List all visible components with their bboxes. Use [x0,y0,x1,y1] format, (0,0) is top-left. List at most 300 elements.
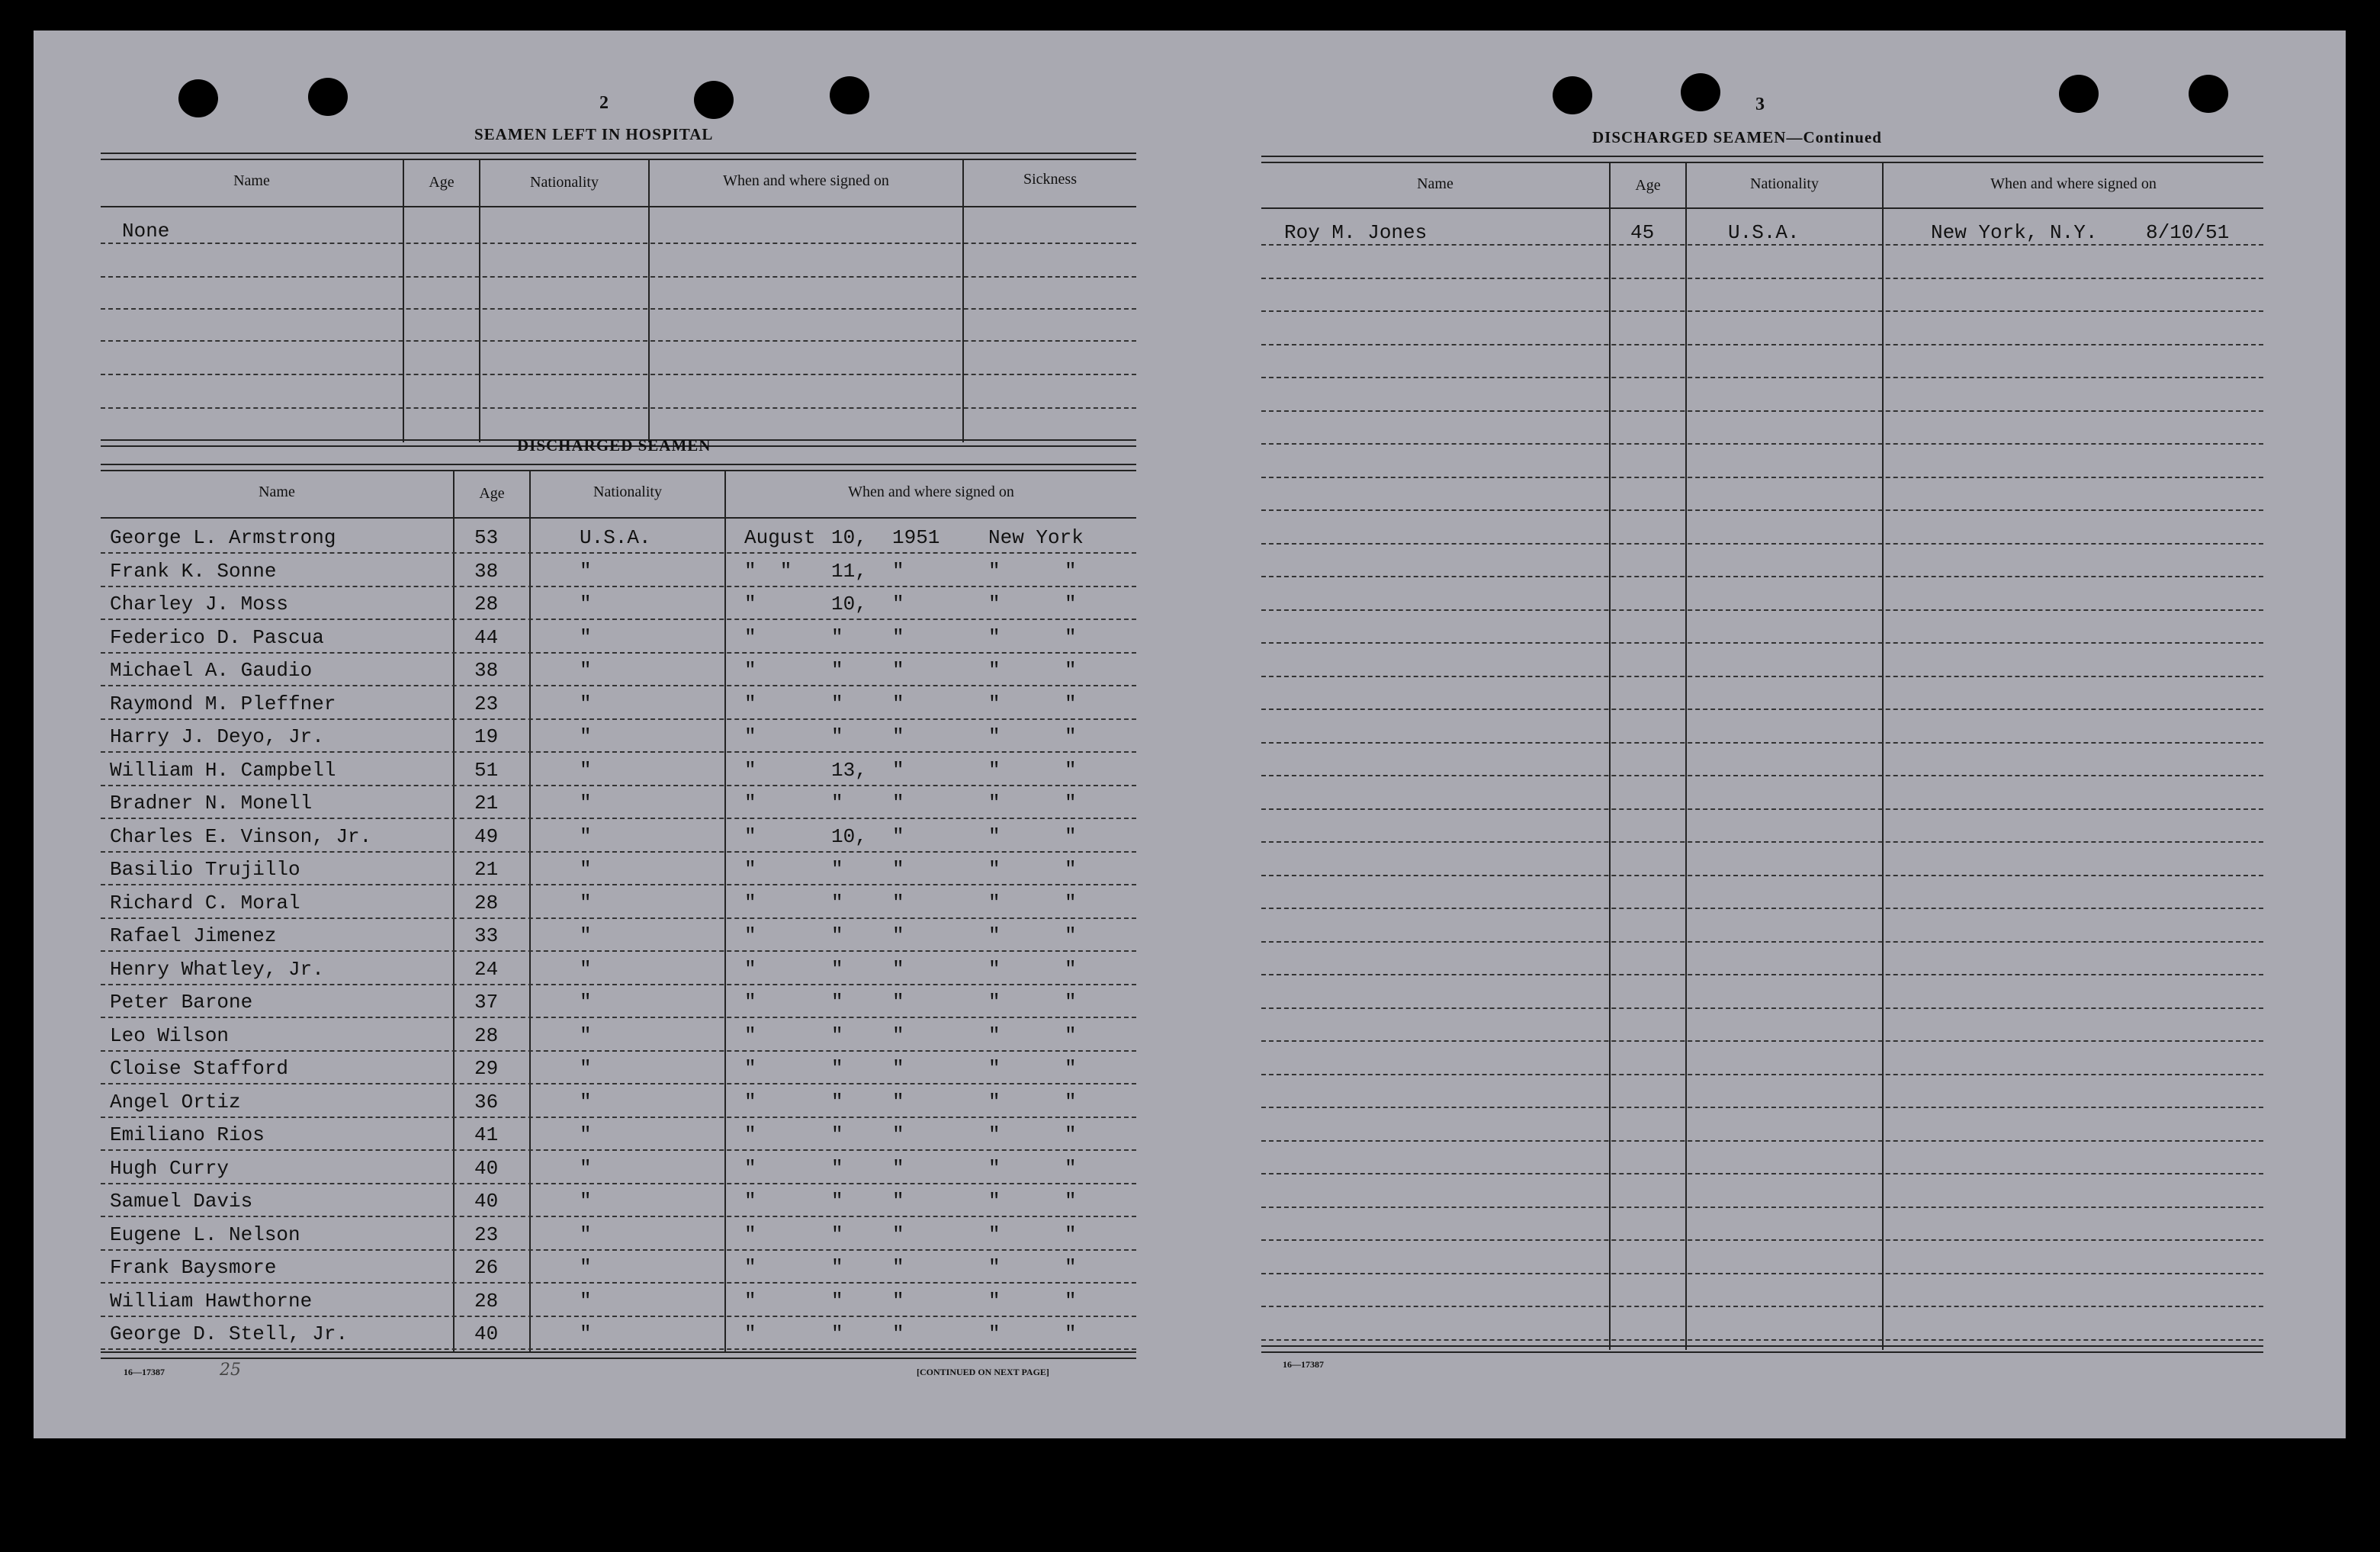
ruled-line [101,1117,1136,1118]
ruled-line [101,374,1136,375]
signed-day: " [831,1023,843,1047]
ruled-line [1261,410,2263,412]
seaman-age: 28 [474,1023,499,1047]
ruled-line [101,652,1136,654]
signed-month: " [744,1256,756,1279]
discharged-header-age: Age [479,485,505,502]
signed-year: " [892,891,904,914]
signed-month: " " [744,559,792,583]
ruled-line [1261,1207,2263,1208]
punch-hole [308,78,348,116]
seaman-age: 26 [474,1256,499,1279]
ruled-line [1261,344,2263,345]
ruled-line [101,685,1136,686]
column-divider [529,470,531,1353]
column-divider [479,159,480,442]
ruled-line [1261,609,2263,611]
seaman-name: William Hawthorne [110,1289,313,1313]
signed-month: " [744,659,756,682]
seaman-age: 38 [474,559,499,583]
right-row-place: New York, N.Y. [1931,221,2098,244]
signed-place: " [988,1190,1000,1213]
page-number-right: 3 [1755,95,1765,114]
ruled-line [1261,1339,2263,1341]
signed-day: " [831,625,843,649]
signed-place-2: " [1065,659,1077,682]
seaman-nationality: " [580,991,592,1014]
right-row-name: Roy M. Jones [1284,221,1428,244]
signed-place: " [988,1057,1000,1080]
seaman-nationality: " [580,559,592,583]
seaman-nationality: " [580,858,592,881]
signed-month: " [744,891,756,914]
signed-month: " [744,1190,756,1213]
signed-place-2: " [1065,924,1077,947]
seaman-age: 24 [474,957,499,981]
signed-place-2: " [1065,991,1077,1014]
ruled-line [101,1249,1136,1251]
seaman-age: 19 [474,725,499,748]
signed-month: " [744,1090,756,1113]
signed-year: " [892,625,904,649]
signed-place: " [988,792,1000,815]
signed-month: " [744,1322,756,1345]
column-divider [453,470,454,1353]
ruled-line [101,718,1136,720]
seaman-nationality: " [580,659,592,682]
signed-place-2: " [1065,1289,1077,1313]
seaman-nationality: " [580,957,592,981]
signed-year: " [892,692,904,715]
column-divider [648,159,650,442]
signed-year: " [892,659,904,682]
ruled-line [101,308,1136,310]
signed-year: " [892,593,904,615]
signed-place-2: " [1065,1190,1077,1213]
seaman-nationality: " [580,891,592,914]
ruled-line [101,884,1136,885]
signed-year: " [892,758,904,782]
signed-month: " [744,692,756,715]
seaman-nationality: " [580,1156,592,1180]
ruled-line [1261,1239,2263,1241]
signed-place: New York [988,526,1084,549]
signed-place-2: " [1065,625,1077,649]
signed-place-2: " [1065,891,1077,914]
signed-month: " [744,593,756,615]
right-row-date: 8/10/51 [2146,221,2230,244]
signed-year: " [892,1090,904,1113]
signed-place: " [988,725,1000,748]
seaman-nationality: " [580,924,592,947]
ruled-line [101,851,1136,853]
ruled-line [1261,841,2263,843]
signed-place: " [988,559,1000,583]
hospital-header-sickness: Sickness [1023,171,1077,188]
form-number-left: 16—17387 [124,1367,165,1377]
signed-place: " [988,858,1000,881]
table-rule [1261,207,2263,209]
seaman-age: 23 [474,692,499,715]
signed-month: " [744,991,756,1014]
ruled-line [101,1216,1136,1217]
ruled-line [1261,377,2263,378]
ruled-line [1261,509,2263,511]
ruled-line [101,917,1136,919]
seaman-nationality: " [580,824,592,848]
signed-place: " [988,1256,1000,1279]
seaman-nationality: " [580,1223,592,1246]
signed-day: " [831,924,843,947]
seaman-age: 40 [474,1322,499,1345]
ruled-line [101,818,1136,819]
ruled-line [101,586,1136,587]
seaman-nationality: " [580,1057,592,1080]
signed-day: " [831,725,843,748]
seaman-nationality: " [580,1322,592,1345]
hospital-header-name: Name [233,172,270,189]
seaman-age: 40 [474,1156,499,1180]
seaman-age: 36 [474,1090,499,1113]
seaman-nationality: " [580,593,592,615]
signed-year: " [892,1057,904,1080]
right-header-nationality: Nationality [1750,175,1819,192]
signed-place: " [988,991,1000,1014]
signed-place-2: " [1065,1057,1077,1080]
hospital-header-age: Age [429,174,454,191]
seaman-name: Emiliano Rios [110,1123,265,1146]
signed-day: " [831,957,843,981]
ruled-line [1261,808,2263,810]
seaman-name: Hugh Curry [110,1156,230,1180]
seaman-name: Cloise Stafford [110,1057,289,1080]
ruled-line [1261,709,2263,710]
page-number-left: 2 [599,93,609,113]
seaman-nationality: " [580,625,592,649]
signed-year: " [892,1223,904,1246]
ruled-line [101,950,1136,952]
signed-year: " [892,991,904,1014]
handwritten-mark: 25 [220,1361,241,1380]
signed-day: " [831,1057,843,1080]
punch-hole [2059,75,2099,113]
ruled-line [1261,543,2263,545]
ruled-line [1261,310,2263,312]
ruled-line [1261,477,2263,478]
signed-place: " [988,1322,1000,1345]
seaman-nationality: " [580,1023,592,1047]
signed-place: " [988,1090,1000,1113]
form-number-right: 16—17387 [1283,1359,1324,1370]
signed-place-2: " [1065,758,1077,782]
signed-year: " [892,924,904,947]
seaman-nationality: " [580,1289,592,1313]
signed-month: " [744,1123,756,1146]
ruled-line [101,751,1136,753]
signed-place: " [988,659,1000,682]
signed-year: " [892,1156,904,1180]
seaman-nationality: " [580,792,592,815]
column-divider [1609,162,1611,1350]
table-rule [101,1351,1136,1359]
signed-year: " [892,1023,904,1047]
right-row-nationality: U.S.A. [1728,221,1800,244]
discharged-header-nationality: Nationality [593,484,662,500]
table-rule [101,206,1136,207]
ruled-line [101,1149,1136,1151]
seaman-name: Samuel Davis [110,1190,253,1213]
signed-day: 10, [831,824,867,848]
seaman-age: 21 [474,792,499,815]
punch-hole [694,81,734,119]
signed-day: " [831,1190,843,1213]
punch-hole [830,76,869,114]
seaman-age: 28 [474,891,499,914]
continued-note: [CONTINUED ON NEXT PAGE] [917,1367,1049,1377]
ruled-line [101,1348,1136,1350]
ruled-line [1261,244,2263,246]
signed-year: " [892,1190,904,1213]
signed-month: " [744,1156,756,1180]
seaman-age: 28 [474,593,499,615]
ruled-line [1261,642,2263,644]
signed-place: " [988,758,1000,782]
ruled-line [101,1083,1136,1084]
signed-year: " [892,1256,904,1279]
signed-day: 11, [831,559,867,583]
hospital-header-nationality: Nationality [530,174,599,191]
ruled-line [1261,1040,2263,1042]
hospital-entry: None [122,220,170,243]
signed-month: " [744,1223,756,1246]
signed-place-2: " [1065,725,1077,748]
hospital-header-signed-on: When and where signed on [723,172,889,189]
ruled-line [101,243,1136,244]
table-rule [1261,156,2263,163]
seaman-name: George L. Armstrong [110,526,336,549]
punch-hole [2189,75,2228,113]
seaman-name: Peter Barone [110,991,253,1014]
column-divider [1882,162,1884,1350]
ruled-line [101,1282,1136,1284]
signed-month: " [744,858,756,881]
seaman-age: 51 [474,758,499,782]
ruled-line [1261,1107,2263,1108]
right-row-age: 45 [1630,221,1655,244]
signed-day: " [831,1123,843,1146]
signed-place: " [988,1156,1000,1180]
table-rule [101,517,1136,519]
seaman-nationality: " [580,1090,592,1113]
signed-day: " [831,1090,843,1113]
signed-place: " [988,593,1000,615]
seaman-name: Bradner N. Monell [110,792,313,815]
signed-place: " [988,891,1000,914]
signed-day: " [831,1256,843,1279]
discharged-header-signed-on: When and where signed on [848,484,1014,500]
signed-place-2: " [1065,1322,1077,1345]
seaman-age: 49 [474,824,499,848]
signed-place-2: " [1065,824,1077,848]
seaman-name: Harry J. Deyo, Jr. [110,725,324,748]
seaman-name: Michael A. Gaudio [110,659,313,682]
document-sheet [34,31,2346,1438]
signed-place-2: " [1065,858,1077,881]
ruled-line [101,619,1136,620]
signed-place: " [988,824,1000,848]
signed-place: " [988,1123,1000,1146]
seaman-age: 21 [474,858,499,881]
ruled-line [101,340,1136,342]
right-header-signed-on: When and where signed on [1990,175,2157,192]
table-rule [101,464,1136,471]
seaman-name: Henry Whatley, Jr. [110,957,324,981]
seaman-age: 53 [474,526,499,549]
ruled-line [1261,775,2263,776]
signed-day: " [831,991,843,1014]
signed-month: " [744,1023,756,1047]
ruled-line [101,1183,1136,1184]
seaman-age: 28 [474,1289,499,1313]
signed-month: " [744,758,756,782]
signed-month: August [744,526,816,549]
discharged-title: DISCHARGED SEAMEN [517,436,711,455]
signed-place-2: " [1065,1223,1077,1246]
signed-month: " [744,625,756,649]
ruled-line [1261,1007,2263,1009]
signed-place: " [988,924,1000,947]
seaman-name: Charles E. Vinson, Jr. [110,824,372,848]
signed-month: " [744,1289,756,1313]
signed-month: " [744,725,756,748]
ruled-line [1261,676,2263,677]
seaman-name: Frank K. Sonne [110,559,277,583]
ruled-line [101,276,1136,278]
signed-year: " [892,1123,904,1146]
ruled-line [1261,908,2263,909]
ruled-line [1261,1074,2263,1075]
ruled-line [1261,1173,2263,1174]
signed-year: " [892,559,904,583]
ruled-line [101,407,1136,409]
seaman-nationality: " [580,1190,592,1213]
signed-year: 1951 [892,526,940,549]
ruled-line [101,1316,1136,1317]
punch-hole [1553,76,1592,114]
signed-year: " [892,792,904,815]
ruled-line [1261,875,2263,876]
signed-place: " [988,625,1000,649]
seaman-nationality: " [580,1123,592,1146]
seaman-name: Richard C. Moral [110,891,300,914]
signed-place-2: " [1065,792,1077,815]
signed-place-2: " [1065,692,1077,715]
seaman-age: 40 [474,1190,499,1213]
signed-day: " [831,659,843,682]
seaman-nationality: " [580,692,592,715]
signed-month: " [744,824,756,848]
column-divider [1685,162,1687,1350]
seaman-name: Raymond M. Pleffner [110,692,336,715]
seaman-age: 29 [474,1057,499,1080]
signed-year: " [892,1322,904,1345]
ruled-line [1261,941,2263,943]
seaman-age: 38 [474,659,499,682]
ruled-line [1261,576,2263,577]
signed-day: 13, [831,758,867,782]
ruled-line [101,785,1136,786]
ruled-line [1261,278,2263,279]
signed-place-2: " [1065,1123,1077,1146]
seaman-age: 41 [474,1123,499,1146]
seaman-nationality: " [580,1256,592,1279]
column-divider [403,159,404,442]
signed-place-2: " [1065,1090,1077,1113]
seaman-name: Frank Baysmore [110,1256,277,1279]
seaman-age: 44 [474,625,499,649]
seaman-nationality: " [580,725,592,748]
seaman-age: 33 [474,924,499,947]
discharged-header-name: Name [259,484,295,500]
table-rule [101,153,1136,160]
signed-place-2: " [1065,1156,1077,1180]
right-header-age: Age [1635,177,1661,194]
signed-month: " [744,924,756,947]
column-divider [724,470,726,1353]
signed-day: " [831,692,843,715]
signed-place-2: " [1065,1256,1077,1279]
signed-place: " [988,1289,1000,1313]
signed-day: " [831,891,843,914]
ruled-line [101,1050,1136,1052]
seaman-name: Eugene L. Nelson [110,1223,300,1246]
seaman-age: 37 [474,991,499,1014]
signed-place: " [988,1223,1000,1246]
seaman-name: Rafael Jimenez [110,924,277,947]
signed-day: " [831,858,843,881]
seaman-name: William H. Campbell [110,758,336,782]
seaman-name: George D. Stell, Jr. [110,1322,348,1345]
signed-place-2: " [1065,559,1077,583]
seaman-name: Federico D. Pascua [110,625,324,649]
ruled-line [101,1017,1136,1018]
punch-hole [1681,73,1720,111]
table-rule [1261,1345,2263,1353]
signed-year: " [892,957,904,981]
ruled-line [1261,974,2263,975]
signed-place-2: " [1065,957,1077,981]
signed-place: " [988,692,1000,715]
signed-day: " [831,1156,843,1180]
signed-year: " [892,725,904,748]
ruled-line [101,552,1136,554]
column-divider [962,159,964,442]
punch-hole [178,79,218,117]
ruled-line [1261,1306,2263,1307]
ruled-line [1261,443,2263,445]
ruled-line [101,984,1136,985]
right-header-name: Name [1417,175,1453,192]
ruled-line [1261,1273,2263,1274]
signed-place: " [988,1023,1000,1047]
signed-month: " [744,792,756,815]
signed-year: " [892,824,904,848]
signed-day: " [831,1322,843,1345]
signed-year: " [892,1289,904,1313]
seaman-nationality: U.S.A. [580,526,651,549]
seaman-name: Angel Ortiz [110,1090,241,1113]
right-title: DISCHARGED SEAMEN—Continued [1592,128,1882,146]
